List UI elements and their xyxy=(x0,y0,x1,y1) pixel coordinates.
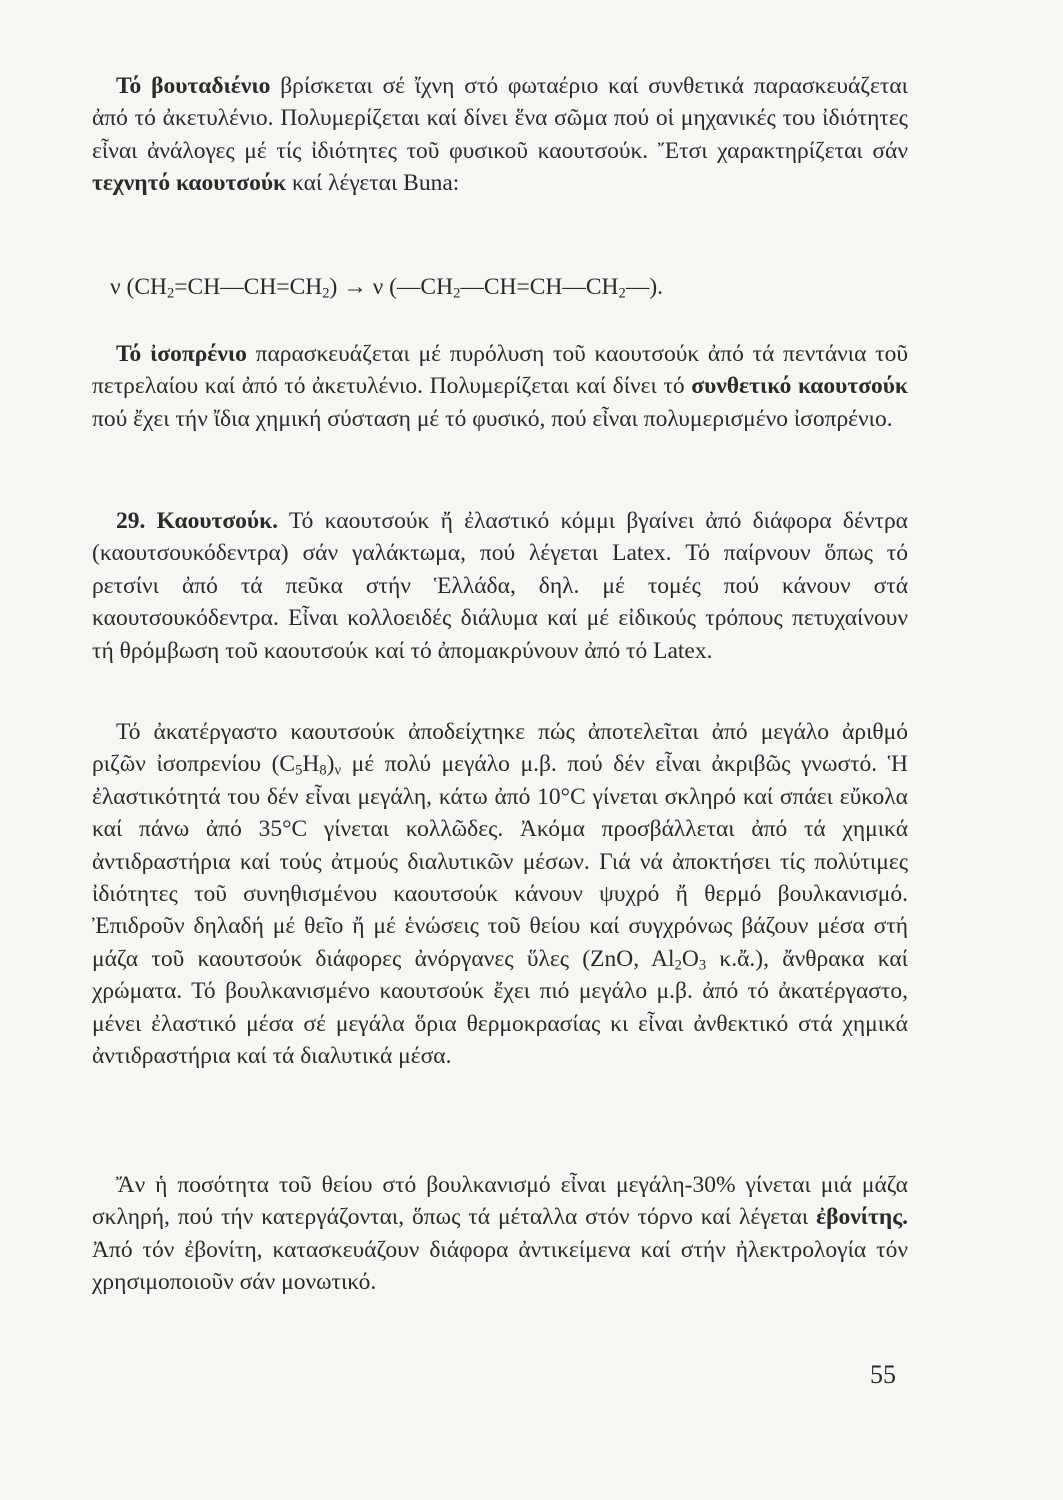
section-heading: 29. Καουτσούκ. xyxy=(116,508,279,534)
term-butadiene: Τό βουταδιένιο xyxy=(116,73,271,99)
paragraph-text: Τό καουτσούκ ἤ ἐλαστικό κόμμι βγαίνει ἀπό διάφορα δέντρα (καουτσουκόδεντρα) σάν γαλάκτωμα, πού λέγεται Latex. Τό παίρνουν ὅπως τό ρετσίνι ἀπό τά πεῦκα στήν Ἑλλάδα, δηλ. μέ τομές πού κάνουν στά καουτσουκόδεντρα. Εἶναι κολλοειδές διάλυμα καί μέ εἰδικούς τρόπους πετυχαίνουν τή θρόμβωση τοῦ καουτσούκ καί τό ἀπομακρύνουν ἀπό τό Latex. xyxy=(92,508,908,664)
paragraph-text: πού ἔχει τήν ἴδια χημική σύσταση μέ τό φυσικό, πού εἶναι πολυμερισμένο ἰσοπρένιο. xyxy=(92,405,893,432)
buna-polymerization-equation: ν $(CH_2=CH—CH=CH_2) \to \nu$ $(—CH_2—CH=CH—CH_2—)$. xyxy=(110,274,664,302)
paragraph-text: βρίσκεται σέ ἴχνη στό φωταέριο καί συνθετικά παρασκευάζεται ἀπό τό ἀκετυλένιο. Πολυμερίζεται καί δίνει ἕνα σῶμα πού οἱ μηχανικές του ἰδιότητες εἶναι ἀνάλογες μέ τίς ἰδιότητες τοῦ φυσικοῦ καουτσούκ. Ἔτσι χαρακτηρίζεται σάν xyxy=(92,73,908,164)
paragraph-isoprene xyxy=(92,338,908,435)
term-synthetic-rubber-2: συνθετικό καουτσούκ xyxy=(691,373,908,400)
paragraph-raw-rubber: Τό ἀκατέργαστο καουτσούκ ἀποδείχτηκε πώς ἀποτελεῖται ἀπό μεγάλο ἀριθμό ριζῶν ἰσοπρενίου $(C_5H_8)_\nu$ μέ πολύ μεγάλο μ.β. πού δέν εἶναι ἀκριβῶς γνωστό. Ἡ ἐλαστικότητά του δέν εἶναι μεγάλη, κάτω ἀπό 10°C γίνεται σκληρό καί σπάει εὔκολα καί πάνω ἀπό 35°C γίνεται κολλῶδες. Ἀκόμα προσβάλλεται ἀπό τά χημικά ἀντιδραστήρια καί τούς ἀτμούς διαλυτικῶν μέσων. Γιά νά ἀποκτήσει τίς πολύτιμες ἰδιότητες τοῦ συνηθισμένου καουτσούκ κάνουν ψυχρό ἤ θερμό βουλκανισμό. Ἐπιδροῦν δηλαδή μέ θεῖο ἤ μέ ἑνώσεις τοῦ θείου καί συγχρόνως βάζουν μέσα στή μάζα τοῦ καουτσούκ διάφορες ἀνόργανες ὕλες (ZnO, $Al_2O_3$ κ.ἄ.), ἄνθρακα καί χρώματα. Τό βουλκανισμένο καουτσούκ ἔχει πιό μεγάλο μ.β. ἀπό τό ἀκατέργαστο, μένει ἐλαστικό μέσα σέ μεγάλα ὅρια θερμοκρασίας κι εἶναι ἀνθεκτικό στά χημικά ἀντιδραστήρια καί τά διαλυτικά μέσα. xyxy=(92,719,908,1070)
paragraph-butadiene xyxy=(92,70,908,200)
term-synthetic-rubber: τεχνητό καουτσούκ xyxy=(92,170,287,197)
paragraph-text: παρασκευάζεται μέ πυρόλυση τοῦ καουτσούκ ἀπό τά πεντάνια τοῦ πετρελαίου καί ἀπό τό ἀκετυλένιο. Πολυμερίζεται καί δίνει τό xyxy=(92,341,908,400)
section-29-rubber xyxy=(92,505,908,667)
term-ebonite: ἐβονίτης. xyxy=(816,1204,908,1231)
paragraph-text: καί λέγεται Buna: xyxy=(286,170,460,197)
paragraph-ebonite: Ἄν ἡ ποσότητα τοῦ θείου στό βουλκανισμό εἶναι μεγάλη-30% γίνεται μιά μάζα σκληρή, πού τήν κατεργάζονται, ὅπως τά μέταλλα στόν τόρνο καί λέγεται ἐβονίτης. Ἀπό τόν ἐβονίτη, κατασκευάζουν διάφορα ἀντικείμενα καί στήν ἠλεκτρολογία τόν χρησιμοποιοῦν σάν μονωτικό. xyxy=(92,1172,908,1296)
page-number: 55 xyxy=(870,1360,896,1389)
term-isoprene: Τό ἰσοπρένιο xyxy=(116,341,247,367)
